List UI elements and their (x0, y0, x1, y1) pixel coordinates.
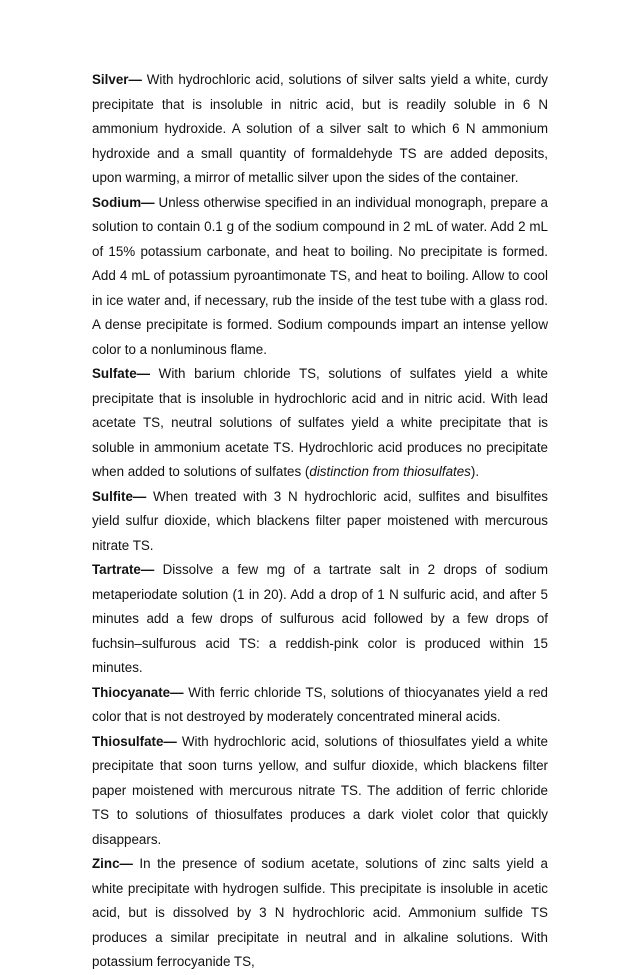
entry-zinc (92, 852, 548, 975)
entry-tartrate (92, 558, 548, 681)
entry-tail-text: ). (470, 464, 480, 479)
entry-text: With hydrochloric acid, solutions of thiosulfates yield a white precipitate that soon turns yellow, and sulfur dioxide, which blackens filter paper moistened with mercurous nitrate TS. The addition of ferric chloride TS to solutions of thiosulfates produces a dark violet color that quickly disappears. (92, 733, 548, 847)
entry-text: Dissolve a few mg of a tartrate salt in 2 drops of sodium metaperiodate solution (1 in 20). Add a drop of 1 N sulfuric acid, and after 5 minutes add a few drops of sulfurous acid followed by a few drops of fuchsin–sulfurous acid TS: a reddish-pink color is produced within 15 minutes. (92, 562, 548, 675)
entry-term: Zinc— (92, 856, 133, 871)
entry-thiosulfate (92, 730, 548, 853)
entry-italic-text: distinction from thiosulfates (309, 464, 471, 479)
entry-term: Tartrate— (92, 562, 155, 577)
entry-silver (92, 68, 548, 191)
entry-text: In the presence of sodium acetate, solutions of zinc salts yield a white precipitate with hydrogen sulfide. This precipitate is insoluble in acetic acid, but is dissolved by 3 N hydrochloric acid. Ammonium sulfide TS produces a similar precipitate in neutral and in alkaline solutions. With potassium ferrocyanide TS, (92, 856, 548, 969)
entry-text: With hydrochloric acid, solutions of silver salts yield a white, curdy precipitate that is insoluble in nitric acid, but is readily soluble in 6 N ammonium hydroxide. A solution of a silver salt to which 6 N ammonium hydroxide and a small quantity of formaldehyde TS are added deposits, upon warming, a mirror of metallic silver upon the sides of the container. (92, 72, 548, 185)
entry-text: When treated with 3 N hydrochloric acid, sulfites and bisulfites yield sulfur dioxide, which blackens filter paper moistened with mercurous nitrate TS. (92, 488, 548, 553)
entry-term: Sulfite— (92, 488, 147, 504)
entry-thiocyanate (92, 681, 548, 730)
document-page (92, 68, 548, 975)
entry-term: Sulfate— (92, 366, 151, 381)
entry-sulfate (92, 362, 548, 485)
entry-text: Unless otherwise specified in an individual monograph, prepare a solution to contain 0.1 g of the sodium compound in 2 mL of water. Add 2 mL of 15% potassium carbonate, and heat to boiling. No precipitate is formed. Add 4 mL of potassium pyroantimonate TS, and heat to boiling. Allow to cool in ice water and, if necessary, rub the inside of the test tube with a glass rod. A dense precipitate is formed. Sodium compounds impart an intense yellow color to a nonluminous flame. (92, 194, 548, 357)
entry-term: Thiocyanate— (92, 684, 184, 700)
entry-text: With ferric chloride TS, solutions of thiocyanates yield a red color that is not destroyed by moderately concentrated mineral acids. (92, 684, 548, 724)
entry-text: With barium chloride TS, solutions of sulfates yield a white precipitate that is insoluble in hydrochloric acid and in nitric acid. With lead acetate TS, neutral solutions of sulfates yield a white precipitate that is soluble in ammonium acetate TS. Hydrochloric acid produces no precipitate when added to solutions of sulfates ( (92, 366, 548, 479)
entry-sodium (92, 191, 548, 363)
entry-term: Silver— (92, 72, 142, 87)
entry-sulfite (92, 485, 548, 559)
entry-term: Thiosulfate— (92, 733, 177, 749)
entry-term: Sodium— (92, 194, 155, 210)
